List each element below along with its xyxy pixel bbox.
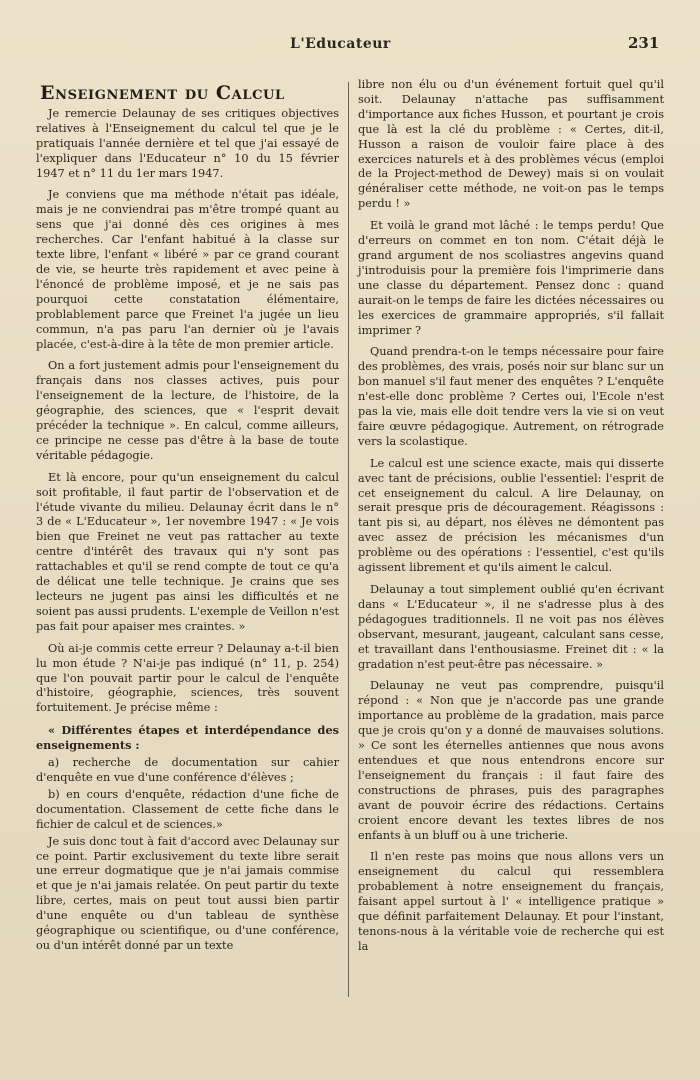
- list-item: b) en cours d'enquête, rédaction d'une fiche de documentation. Classement de cette fiche dans le fichier de calcul et de sciences.»: [36, 787, 339, 831]
- left-column: [36, 78, 339, 961]
- paragraph: On a fort justement admis pour l'enseignement du français dans nos classes actives, puis pour l'enseignement de la lecture, de l'histoire, de la géographie, des sciences, que « l'esprit devait précéder la technique ». En calcul, comme ailleurs, ce principe ne cesse pas d'être à la base de toute véritable pédagogie.: [36, 359, 339, 462]
- paragraph: Je suis donc tout à fait d'accord avec Delaunay sur ce point. Partir exclusivement du texte libre serait une erreur dogmatique que je n'ai jamais commise et que je n'ai jamais relatée. On peut partir du texte libre, certes, mais on peut tout aussi bien partir d'une enquête ou d'un tableau de synthèse géographique ou scientifique, ou d'une conférence, ou d'un intérêt donné par un texte: [36, 834, 339, 952]
- paragraph: Il n'en reste pas moins que nous allons vers un enseignement du calcul qui ressemblera probablement à notre enseignement du français, faisant appel surtout à l' « intelligence pratique » que définit parfaitement Delaunay. Et pour l'instant, tenons-nous à la véritable voie de recherche qui est la: [358, 850, 664, 953]
- paragraph: Et voilà le grand mot lâché : le temps perdu! Que d'erreurs on commet en ton nom. C'était déjà le grand argument de nos scoliastres angevins quand j'introduisis pour la première fois l'imprimerie dans une classe du département. Pensez donc : quand aurait-on le temps de faire les dictées nécessaires ou les exercices de grammaire appropriés, s'il fallait imprimer ?: [358, 219, 664, 337]
- paragraph: Je remercie Delaunay de ses critiques objectives relatives à l'Enseignement du calcul tel que je le pratiquais l'année dernière et tel que j'ai essayé de l'expliquer dans l'Educateur n° 10 du 15 février 1947 et n° 11 du 1er mars 1947.: [36, 106, 339, 180]
- paragraph: Delaunay ne veut pas comprendre, puisqu'il répond : « Non que je n'accorde pas une grande importance au problème de la gradation, mais parce que je crois qu'on y a donné de mauvaises solutions. » Ce sont les éternelles antiennes que nous avons entendues et que nous entendrons encore sur l'enseignement du français : il faut faire des constructions de phrases, puis des paragraphes avant de pouvoir écrire des rédactions. Certains croient encore devant les textes libres de nos enfants à un bluff ou à une tricherie.: [358, 679, 664, 842]
- right-column: [358, 78, 664, 962]
- article-title: Enseignement du Calcul: [40, 82, 285, 104]
- running-header: [0, 34, 700, 58]
- paragraph: Quand prendra-t-on le temps nécessaire pour faire des problèmes, des vrais, posés noir sur blanc sur un bon manuel s'il faut mener des enquêtes ? L'enquête n'est-elle donc problème ? Certes oui, l'Ecole n'est pas la vie, mais elle doit tendre vers la vie si on veut faire œuvre pédagogique. Autrement, on rétrograde vers la scolastique.: [358, 345, 664, 448]
- paragraph: Et là encore, pour qu'un enseignement du calcul soit profitable, il faut partir de l'observation et de l'étude vivante du milieu. Delaunay écrit dans le n° 3 de « L'Educateur », 1er novembre 1947 : « Je vois bien que Freinet ne veut pas rattacher au texte centre d'intérêt des travaux qui n'y sont pas rattachables et qu'il se rend compte de tout ce qu'a de délicat une telle technique. Je crains que ses lecteurs ne jugent pas ainsi les difficultés et ne soient pas aussi prudents. L'exemple de Veillon n'est pas fait pour apaiser mes craintes. »: [36, 470, 339, 633]
- paragraph: Delaunay a tout simplement oublié qu'en écrivant dans « L'Educateur », il ne s'adresse plus à des pédagogues traditionnels. Il ne voit pas nos élèves observant, mesurant, jaugeant, calculant sans cesse, et travaillant dans l'enthousiasme. Freinet dit : « la gradation n'est peut-être pas nécessaire. »: [358, 583, 664, 671]
- paragraph: Je conviens que ma méthode n'était pas idéale, mais je ne conviendrai pas m'être trompé quant au sens que j'ai donné dès ces origines à mes recherches. Car l'enfant habitué à la classe sur texte libre, l'enfant « libéré » par ce grand courant de vie, se heurte très rapidement et avec peine à l'énoncé de problème imposé, et je ne sais pas pourquoi cette constatation élémentaire, problablement parce que Freinet l'a jugée un lieu commun, n'a pas paru l'an dernier où je l'avais placée, c'est-à-dire à la tête de mon premier article.: [36, 188, 339, 351]
- journal-title: L'Educateur: [290, 36, 391, 52]
- paragraph: Le calcul est une science exacte, mais qui disserte avec tant de précisions, oublie l'essentiel: l'esprit de cet enseignement du calcul. A lire Delaunay, on serait presque pris de découragement. Réagissons : tant pis si, au départ, nos élèves ne démontent pas avec assez de précision les mécanismes d'un problème ou des opérations : l'essentiel, c'est qu'ils agissent librement et qu'ils aiment le calcul.: [358, 456, 664, 575]
- column-divider: [348, 82, 349, 997]
- list-item: a) recherche de documentation sur cahier d'enquête en vue d'une conférence d'élèves ;: [36, 756, 339, 784]
- page-number: 231: [628, 34, 660, 52]
- paragraph: libre non élu ou d'un événement fortuit quel qu'il soit. Delaunay n'attache pas suffisamment d'importance aux fiches Husson, et pourtant je crois que là est la clé du problème : « Certes, dit-il, Husson a raison de vouloir faire place à des exercices naturels et à des problèmes vécus (emploi de la Project-method de Dewey) mais si on voulait généraliser cette méthode, ne voit-on pas le temps perdu ! »: [358, 78, 664, 211]
- paragraph: Où ai-je commis cette erreur ? Delaunay a-t-il bien lu mon étude ? N'ai-je pas indiqué (n° 11, p. 254) que l'on pouvait partir pour le calcul de l'enquête d'histoire, géographie, sciences, très souvent fortuitement. Je précise même :: [36, 641, 339, 715]
- list-heading: « Différentes étapes et interdépendance des enseignements :: [36, 723, 339, 753]
